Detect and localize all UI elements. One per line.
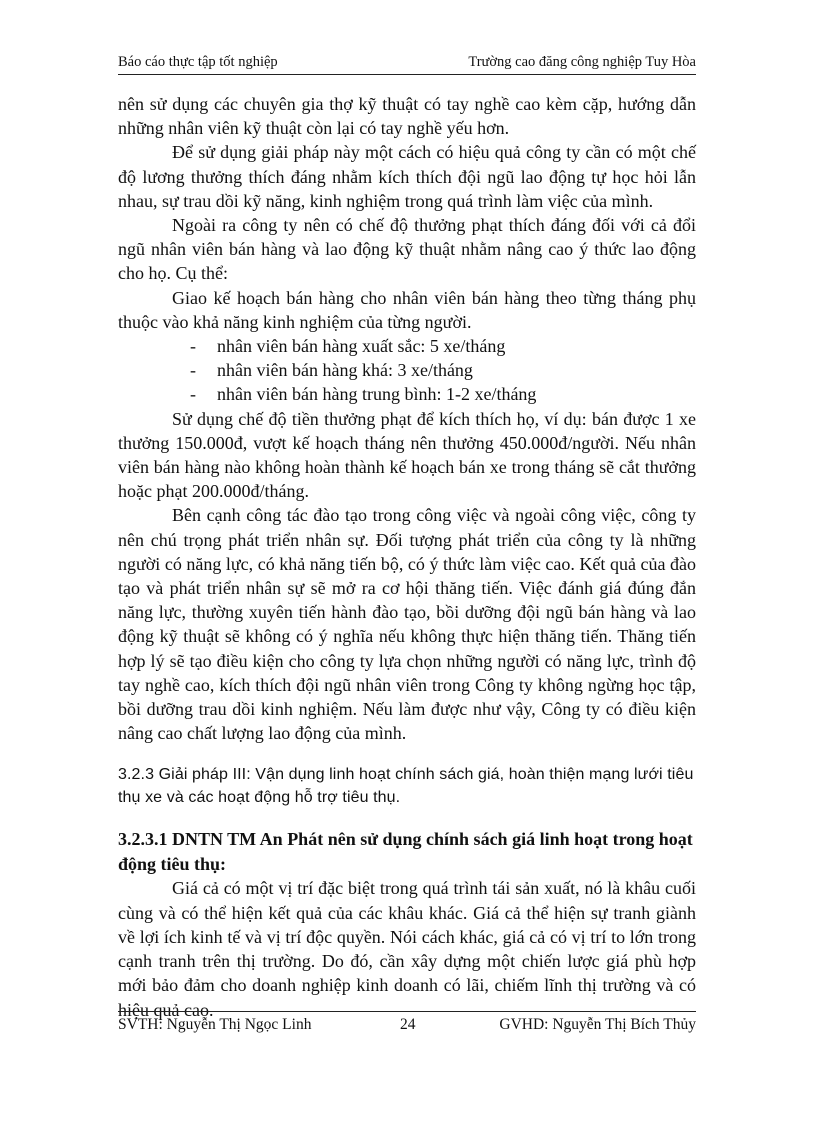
section-heading-3-2-3: 3.2.3 Giải pháp III: Vận dụng linh hoạt chính sách giá, hoàn thiện mạng lưới tiêu thụ xe và các hoạt động hỗ trợ tiêu thụ. [118, 766, 694, 807]
paragraph-1: nên sử dụng các chuyên gia thợ kỹ thuật có tay nghề cao kèm cặp, hướng dẫn những nhân viên kỹ thuật còn lại có tay nghề yếu hơn. [118, 94, 696, 139]
page-number: 24 [400, 1016, 416, 1033]
paragraph-4: Giao kế hoạch bán hàng cho nhân viên bán hàng theo từng tháng phụ thuộc vào khả năng kinh nghiệm của từng người. [118, 287, 696, 332]
paragraph-6: Bên cạnh công tác đào tạo trong công việc và ngoài công việc, công ty nên chú trọng phát triển nhân sự. Đối tượng phát triển của công ty là những người có năng lực, có khả năng tiến bộ, có ý thức làm việc cao. Kết quả của đào tạo và phát triển nhân sự sẽ mở ra cơ hội thăng tiến. Việc đánh giá đúng đắn năng lực, thường xuyên tiến hành đào tạo, bồi dưỡng đội ngũ bán hàng và lao động kỹ thuật sẽ không có ý nghĩa nếu không thực hiện thăng tiến. Thăng tiến hợp lý sẽ tạo điều kiện cho công ty lựa chọn những người có năng lực, trình độ tay nghề cao, kích thích đội ngũ nhân viên trong Công ty không ngừng học tập, bồi dưỡng trau dồi kinh nghiệm. Nếu làm được như vậy, Công ty có điều kiện nâng cao chất lượng lao động của mình. [118, 505, 696, 744]
page-content [118, 92, 696, 1022]
header-report-title: Báo cáo thực tập tốt nghiệp [118, 54, 278, 70]
list-item: - nhân viên bán hàng xuất sắc: 5 xe/tháng [190, 336, 506, 357]
page-header [118, 52, 696, 75]
paragraph-2: Để sử dụng giải pháp này một cách có hiệu quả công ty cần có một chế độ lương thưởng thích đáng nhằm kích thích đội ngũ lao động tự học hỏi lẫn nhau, sự trau dồi kỹ năng, kinh nghiệm trong quá trình làm việc của mình. [118, 142, 696, 211]
footer-student: SVTH: Nguyễn Thị Ngọc Linh [118, 1016, 312, 1033]
header-school-name: Trường cao đăng công nghiệp Tuy Hòa [468, 54, 696, 70]
paragraph-3: Ngoài ra công ty nên có chế độ thưởng phạt thích đáng đối với cả đổi ngũ nhân viên bán hàng và lao động kỹ thuật nhằm nâng cao ý thức lao động cho họ. Cụ thể: [118, 215, 696, 284]
sales-target-list [118, 334, 696, 407]
paragraph-7: Giá cả có một vị trí đặc biệt trong quá trình tái sản xuất, nó là khâu cuối cùng và có thể hiện kết quả của các khâu khác. Giá cả thể hiện sự tranh giành về lợi ích kinh tế và vị trí độc quyền. Nói cách khác, giá cả có vị trí to lớn trong cạnh tranh trên thị trường. Do đó, cần xây dựng một chiến lược giá phù hợp mới bảo đảm cho doanh nghiệp kinh doanh có lãi, chiếm lĩnh thị trường và có hiệu quả cao. [118, 878, 696, 1020]
list-item: - nhân viên bán hàng khá: 3 xe/tháng [190, 360, 473, 381]
section-heading-3-2-3-1: 3.2.3.1 DNTN TM An Phát nên sử dụng chính sách giá linh hoạt trong hoạt động tiêu thụ: [118, 829, 693, 874]
page-footer [118, 1011, 696, 1038]
footer-supervisor: GVHD: Nguyễn Thị Bích Thủy [499, 1016, 696, 1033]
list-item: - nhân viên bán hàng trung bình: 1-2 xe/tháng [190, 384, 537, 405]
paragraph-5: Sử dụng chế độ tiền thưởng phạt để kích thích họ, ví dụ: bán được 1 xe thưởng 150.000đ, vượt kế hoạch tháng nên thưởng 450.000đ/người. Nếu nhân viên bán hàng nào không hoàn thành kế hoạch bán xe trong tháng sẽ cắt thưởng hoặc phạt 200.000đ/tháng. [118, 408, 696, 502]
